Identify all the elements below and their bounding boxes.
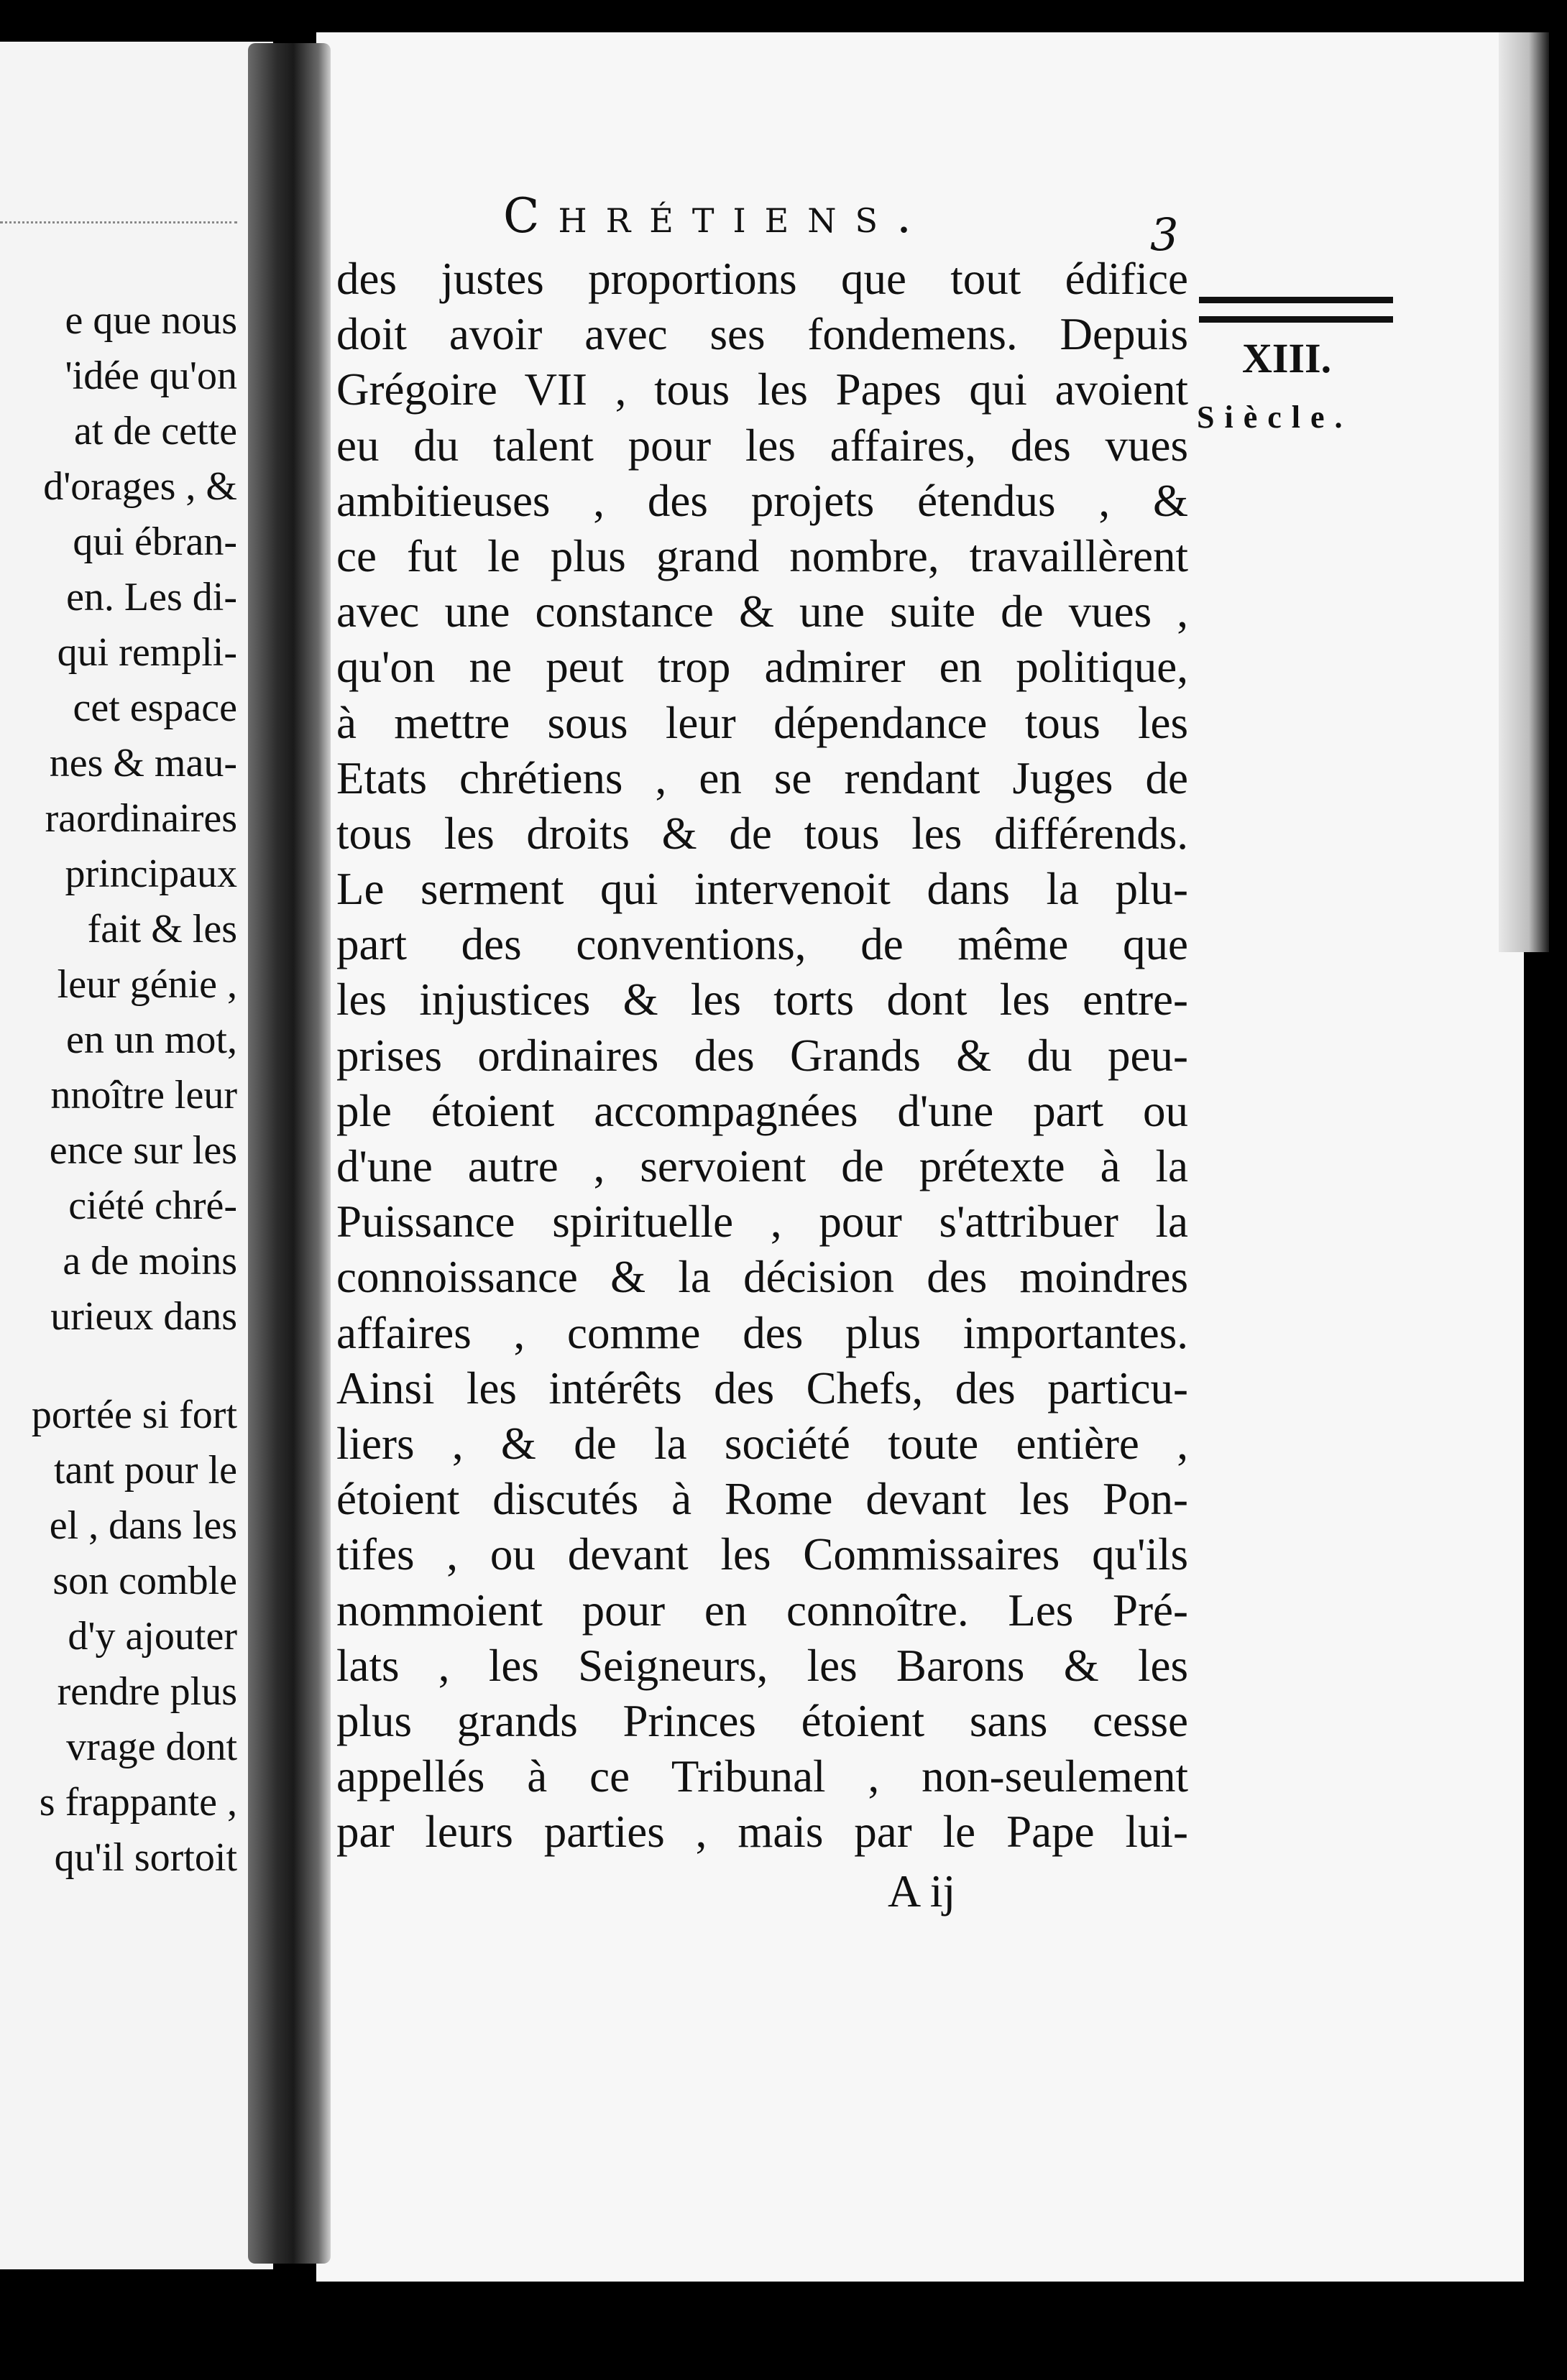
left-text-line: portée si fort xyxy=(31,1393,237,1437)
text-line: d'une autre , servoient de prétexte à la xyxy=(336,1141,1188,1191)
text-line: Le serment qui intervenoit dans la plu- xyxy=(336,864,1188,915)
signature-mark: A ij xyxy=(888,1865,956,1917)
margin-rule xyxy=(1199,297,1393,303)
text-line: tous les droits & de tous les différends. xyxy=(336,808,1188,859)
text-line: prises ordinaires des Grands & du peu- xyxy=(336,1030,1188,1081)
text-line: à mettre sous leur dépendance tous les xyxy=(336,697,1188,748)
left-text-line: nes & mau- xyxy=(49,741,237,785)
text-line: connoissance & la décision des moindres xyxy=(336,1252,1188,1303)
text-line: Etats chrétiens , en se rendant Juges de xyxy=(336,752,1188,803)
text-line: par leurs parties , mais par le Pape lui- xyxy=(336,1807,1188,1858)
text-line: des justes proportions que tout édifice xyxy=(336,254,1188,304)
page-number: 3 xyxy=(1150,208,1179,261)
left-page-text xyxy=(0,293,237,1886)
left-text-line: raordinaires xyxy=(45,796,237,841)
left-text-line: qu'il sortoit xyxy=(54,1835,237,1880)
text-line: liers , & de la société toute entière , xyxy=(336,1418,1188,1469)
left-text-line: e que nous xyxy=(65,298,237,343)
text-line: appellés à ce Tribunal , non-seulement xyxy=(336,1751,1188,1802)
left-text-line: rendre plus xyxy=(57,1669,237,1714)
text-line: doit avoir avec ses fondemens. Depuis xyxy=(336,309,1188,360)
left-text-line: cet espace xyxy=(73,686,237,730)
left-text-line: d'orages , & xyxy=(43,464,237,509)
left-text-line: at de cette xyxy=(74,409,237,453)
running-head: Chrétiens. xyxy=(503,188,931,244)
text-line: nommoient pour en connoître. Les Pré- xyxy=(336,1585,1188,1636)
book-gutter-shadow xyxy=(248,43,331,2264)
text-line: affaires , comme des plus importantes. xyxy=(336,1307,1188,1358)
left-page-ornament-rule xyxy=(0,185,237,223)
left-text-line: d'y ajouter xyxy=(68,1614,237,1659)
text-line: étoient discutés à Rome devant les Pon- xyxy=(336,1474,1188,1525)
left-text-line: fait & les xyxy=(87,907,237,951)
left-text-line: vrage dont xyxy=(66,1725,237,1769)
left-text-line: tant pour le xyxy=(53,1448,237,1493)
main-text-block xyxy=(336,252,1188,1860)
text-line: Puissance spirituelle , pour s'attribuer la xyxy=(336,1196,1188,1247)
left-text-line: nnoître leur xyxy=(50,1073,237,1117)
left-text-line: en un mot, xyxy=(66,1018,237,1062)
left-text-line: urieux dans xyxy=(50,1294,237,1339)
left-text-line: 'idée qu'on xyxy=(65,354,237,398)
left-text-line: ence sur les xyxy=(49,1128,237,1173)
margin-note-century: XIII. xyxy=(1242,335,1332,382)
text-line: plus grands Princes étoient sans cesse xyxy=(336,1695,1188,1746)
left-text-line: ciété chré- xyxy=(68,1184,237,1228)
page-edge-shadow xyxy=(1499,32,1549,952)
text-line: Ainsi les intérêts des Chefs, des particu- xyxy=(336,1362,1188,1413)
left-page-fragment xyxy=(0,42,273,2269)
left-text-line: principaux xyxy=(65,852,237,896)
text-line: ambitieuses , des projets étendus , & xyxy=(336,475,1188,526)
text-line: part des conventions, de même que xyxy=(336,919,1188,970)
left-text-line: qui ébran- xyxy=(73,520,237,564)
text-line: qu'on ne peut trop admirer en politique, xyxy=(336,642,1188,693)
text-line: avec une constance & une suite de vues , xyxy=(336,586,1188,637)
margin-rule xyxy=(1199,316,1393,323)
text-line: eu du talent pour les affaires, des vues xyxy=(336,420,1188,471)
left-text-line: son comble xyxy=(52,1559,237,1603)
left-text-line: qui rempli- xyxy=(57,630,237,675)
text-line: Grégoire VII , tous les Papes qui avoient xyxy=(336,364,1188,415)
left-text-line: a de moins xyxy=(63,1239,237,1283)
left-text-line: en. Les di- xyxy=(66,575,237,619)
left-text-line: el , dans les xyxy=(49,1503,237,1548)
left-text-line: s frappante , xyxy=(39,1780,237,1825)
text-line: ce fut le plus grand nombre, travaillèrent xyxy=(336,530,1188,581)
text-line: tifes , ou devant les Commissaires qu'ils xyxy=(336,1529,1188,1580)
margin-note-label: Siècle. xyxy=(1197,400,1353,435)
text-line: ple étoient accompagnées d'une part ou xyxy=(336,1085,1188,1136)
text-line: lats , les Seigneurs, les Barons & les xyxy=(336,1640,1188,1691)
text-line: les injustices & les torts dont les entre- xyxy=(336,974,1188,1025)
left-text-line: leur génie , xyxy=(57,962,237,1007)
